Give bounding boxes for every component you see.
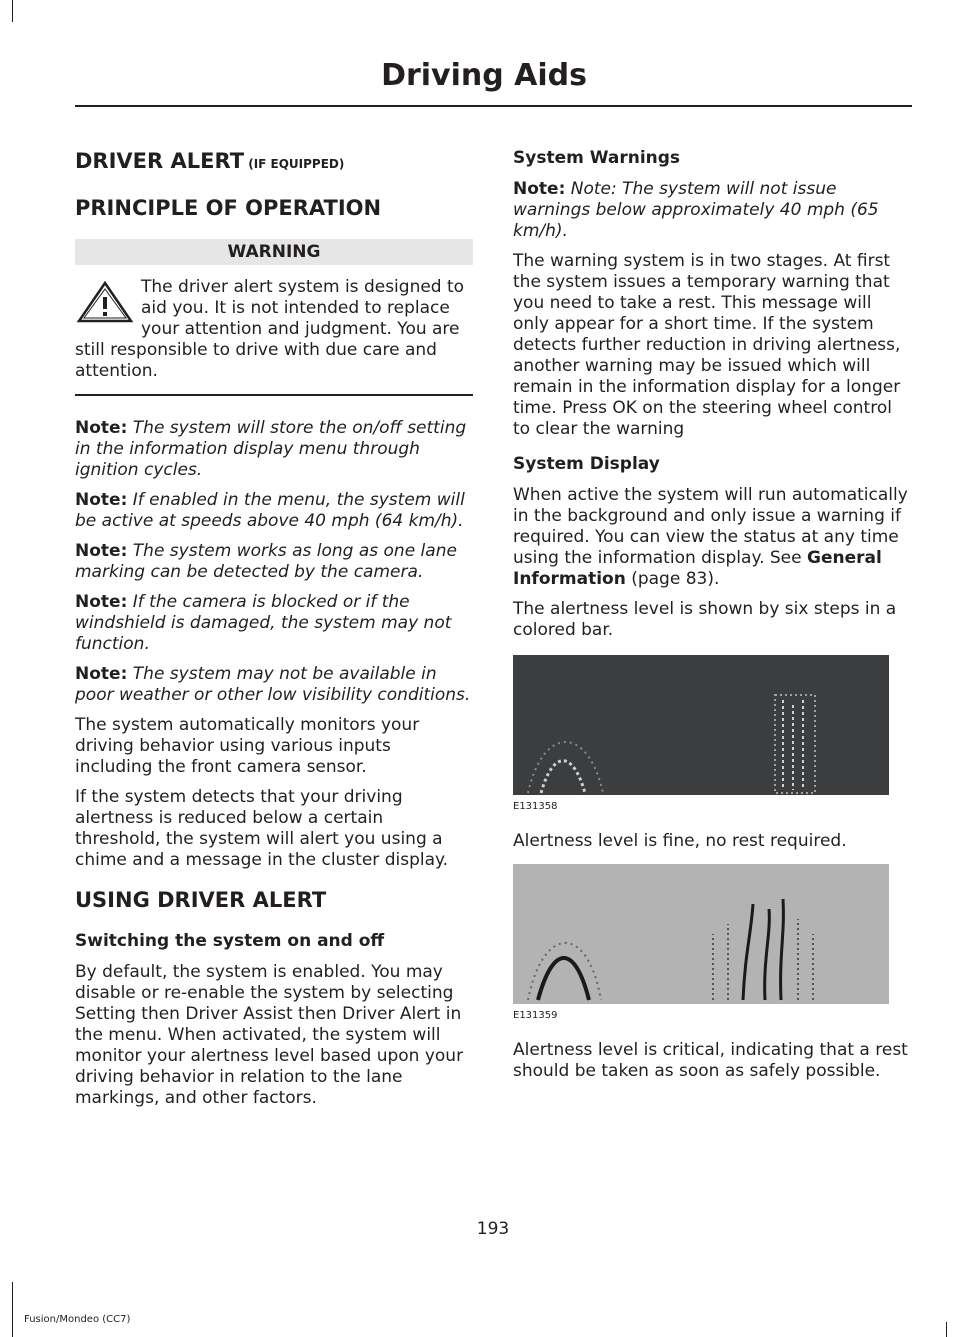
general-information-link[interactable]: General Information	[513, 548, 882, 589]
figure-alertness-fine-graphic	[513, 655, 889, 795]
note-text: The system may not be available in poor weather or other low visibility conditions.	[75, 664, 471, 705]
warning-header: WARNING	[75, 239, 473, 265]
note-label: Note:	[75, 664, 128, 684]
display-paragraph	[513, 485, 911, 590]
note-label: Note:	[75, 490, 128, 510]
note-text: The system works as long as one lane marking can be detected by the camera.	[75, 541, 457, 582]
note-text: Note: The system will not issue warnings below approximately 40 mph (65 km/h).	[513, 179, 879, 241]
crop-mark-bottom-right	[946, 1322, 947, 1337]
warnings-paragraph: The warning system is in two stages. At first the system issues a temporary warning that you need to take a rest. This message will only appear for a short time. If the system detects further reduction in driving alertness, another warning may be issued which will remain in the information display for a longer time. Press OK on the steering wheel control to clear the warning	[513, 251, 901, 439]
crop-mark-bottom-left	[12, 1282, 13, 1337]
figure-caption: Alertness level is critical, indicating that a rest should be taken as soon as safely possible.	[513, 1040, 908, 1081]
left-column	[75, 148, 473, 1118]
crop-mark-top-left	[12, 0, 13, 22]
note-2	[75, 490, 473, 532]
note-label: Note:	[513, 179, 566, 199]
section-title: Driving Aids	[381, 58, 587, 93]
figure-alertness-critical-graphic	[513, 864, 889, 1002]
figure-alertness-critical	[513, 864, 889, 1004]
warnings-heading: System Warnings	[513, 148, 681, 168]
using-heading: USING DRIVER ALERT	[75, 888, 327, 912]
note-label: Note:	[75, 418, 128, 438]
note-3	[75, 541, 473, 583]
switch-paragraph: By default, the system is enabled. You may disable or re-enable the system by selecting Setting then Driver Assist then Driver Alert in the menu. When activated, the system will monitor your alertness level based upon your driving behavior in relation to the lane markings, and other factors.	[75, 962, 464, 1108]
body-paragraph: If the system detects that your driving alertness is reduced below a certain threshold, the system will alert you using a chime and a message in the cluster display.	[75, 787, 449, 870]
right-column	[513, 148, 911, 1091]
note-5	[75, 664, 473, 706]
bar-paragraph: The alertness level is shown by six steps in a colored bar.	[513, 599, 897, 640]
main-heading-qualifier: (IF EQUIPPED)	[244, 157, 345, 171]
warning-triangle-icon	[75, 281, 135, 325]
header-rule	[75, 105, 912, 107]
warnings-note	[513, 179, 911, 242]
warning-text: The driver alert system is designed to aid you. It is not intended to replace your attention and judgment. You are still responsible to drive with due care and attention.	[75, 277, 465, 381]
note-text: The system will store the on/off setting in the information display menu through ignition cycles.	[75, 418, 467, 480]
warning-box	[75, 239, 473, 396]
display-page-ref: (page 83).	[625, 569, 720, 589]
switch-heading: Switching the system on and off	[75, 931, 385, 951]
figure-code: E131359	[513, 1010, 558, 1021]
page-number: 193	[476, 1219, 510, 1239]
footer-model: Fusion/Mondeo (CC7)	[24, 1314, 131, 1325]
note-4	[75, 592, 473, 655]
display-heading: System Display	[513, 454, 660, 474]
figure-code: E131358	[513, 801, 558, 812]
main-heading	[75, 148, 473, 177]
principle-heading: PRINCIPLE OF OPERATION	[75, 196, 382, 220]
main-heading-title: DRIVER ALERT	[75, 149, 245, 173]
display-text: When active the system will run automatically in the background and only issue a warning if required. You can view the status at any time using the information display. See	[513, 485, 908, 568]
note-label: Note:	[75, 541, 128, 561]
note-label: Note:	[75, 592, 128, 612]
note-text: If the camera is blocked or if the windshield is damaged, the system may not function.	[75, 592, 452, 654]
body-paragraph: The system automatically monitors your driving behavior using various inputs including the front camera sensor.	[75, 715, 420, 777]
note-text: If enabled in the menu, the system will be active at speeds above 40 mph (64 km/h).	[75, 490, 465, 531]
figure-alertness-fine	[513, 655, 889, 795]
figure-caption: Alertness level is fine, no rest required.	[513, 831, 847, 851]
note-1	[75, 418, 473, 481]
